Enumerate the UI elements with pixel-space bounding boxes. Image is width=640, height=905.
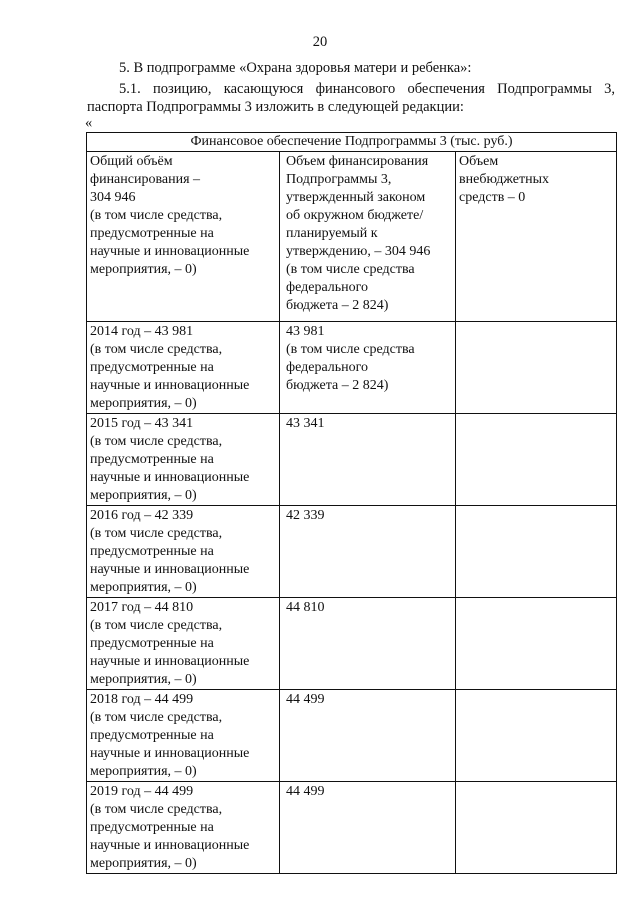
- section-paragraph: 5.1. позицию, касающуюся финансового обеспечения Подпрограммы 3, паспорта Подпрограммы 3 изложить в следующей редакции:: [87, 81, 615, 115]
- cell-line: федерального: [286, 360, 369, 375]
- cell-line: 2017 год – 44 810: [90, 600, 194, 615]
- cell-line: планируемый к: [286, 226, 378, 241]
- cell-line: 44 810: [286, 600, 325, 615]
- table-row: [87, 782, 617, 874]
- cell-line: научные и инновационные: [90, 838, 250, 853]
- cell-line: Объем: [459, 154, 499, 169]
- open-quote: «: [85, 115, 93, 131]
- year-budget-cell: [280, 414, 456, 506]
- cell-line: федерального: [286, 280, 369, 295]
- year-total-cell: [87, 414, 280, 506]
- cell-line: бюджета – 2 824): [286, 298, 389, 313]
- cell-line: научные и инновационные: [90, 654, 250, 669]
- table-row: [87, 322, 617, 414]
- cell-line: мероприятия, – 0): [90, 580, 197, 595]
- cell-line: мероприятия, – 0): [90, 396, 197, 411]
- cell-line: (в том числе средства,: [90, 710, 223, 725]
- year-extrabudget-cell: [456, 506, 617, 598]
- table-title: Финансовое обеспечение Подпрограммы 3 (тыс. руб.): [87, 133, 617, 152]
- header-total-cell: [87, 152, 280, 322]
- table-row: [87, 414, 617, 506]
- cell-line: об окружном бюджете/: [286, 208, 424, 223]
- cell-line: Объем финансирования: [286, 154, 429, 169]
- cell-line: средств – 0: [459, 190, 526, 205]
- year-extrabudget-cell: [456, 782, 617, 874]
- year-budget-cell: [280, 782, 456, 874]
- cell-line: научные и инновационные: [90, 244, 250, 259]
- table-title-row: [87, 133, 617, 152]
- cell-line: (в том числе средства,: [90, 802, 223, 817]
- year-total-cell: [87, 322, 280, 414]
- cell-line: 2019 год – 44 499: [90, 784, 194, 799]
- year-extrabudget-cell: [456, 598, 617, 690]
- cell-line: 44 499: [286, 692, 325, 707]
- cell-line: мероприятия, – 0): [90, 262, 197, 277]
- cell-line: 42 339: [286, 508, 325, 523]
- cell-line: утвержденный законом: [286, 190, 426, 205]
- year-budget-cell: [280, 506, 456, 598]
- cell-line: предусмотренные на: [90, 728, 214, 743]
- cell-line: научные и инновационные: [90, 746, 250, 761]
- cell-line: 304 946: [90, 190, 136, 205]
- cell-line: 2014 год – 43 981: [90, 324, 194, 339]
- table-header-row: [87, 152, 617, 322]
- year-total-cell: [87, 598, 280, 690]
- cell-line: (в том числе средства,: [90, 342, 223, 357]
- table-row: [87, 598, 617, 690]
- cell-line: научные и инновационные: [90, 562, 250, 577]
- cell-line: финансирования –: [90, 172, 201, 187]
- cell-line: (в том числе средства,: [90, 208, 223, 223]
- cell-line: предусмотренные на: [90, 452, 214, 467]
- cell-line: 44 499: [286, 784, 325, 799]
- cell-line: (в том числе средства,: [90, 618, 223, 633]
- cell-line: Общий объём: [90, 154, 173, 169]
- year-total-cell: [87, 506, 280, 598]
- year-extrabudget-cell: [456, 414, 617, 506]
- header-extrabudget-cell: [456, 152, 617, 322]
- cell-line: (в том числе средства,: [90, 526, 223, 541]
- cell-line: предусмотренные на: [90, 820, 214, 835]
- page-number: 20: [312, 34, 328, 50]
- cell-line: предусмотренные на: [90, 226, 214, 241]
- table-row: [87, 506, 617, 598]
- cell-line: научные и инновационные: [90, 378, 250, 393]
- cell-line: (в том числе средства,: [90, 434, 223, 449]
- cell-line: утверждению, – 304 946: [286, 244, 431, 259]
- year-budget-cell: [280, 598, 456, 690]
- header-budget-cell: [280, 152, 456, 322]
- year-total-cell: [87, 782, 280, 874]
- cell-line: (в том числе средства: [286, 342, 415, 357]
- cell-line: предусмотренные на: [90, 636, 214, 651]
- cell-line: предусмотренные на: [90, 544, 214, 559]
- year-extrabudget-cell: [456, 322, 617, 414]
- cell-line: мероприятия, – 0): [90, 764, 197, 779]
- cell-line: Подпрограммы 3,: [286, 172, 392, 187]
- cell-line: внебюджетных: [459, 172, 550, 187]
- cell-line: (в том числе средства: [286, 262, 415, 277]
- cell-line: научные и инновационные: [90, 470, 250, 485]
- cell-line: бюджета – 2 824): [286, 378, 389, 393]
- cell-line: мероприятия, – 0): [90, 856, 197, 871]
- year-budget-cell: [280, 322, 456, 414]
- cell-line: мероприятия, – 0): [90, 488, 197, 503]
- section-heading: 5. В подпрограмме «Охрана здоровья матери и ребенка»:: [119, 60, 472, 76]
- year-total-cell: [87, 690, 280, 782]
- cell-line: 43 981: [286, 324, 325, 339]
- cell-line: 43 341: [286, 416, 325, 431]
- cell-line: предусмотренные на: [90, 360, 214, 375]
- cell-line: 2016 год – 42 339: [90, 508, 194, 523]
- year-budget-cell: [280, 690, 456, 782]
- year-extrabudget-cell: [456, 690, 617, 782]
- financing-table: [86, 132, 617, 874]
- cell-line: мероприятия, – 0): [90, 672, 197, 687]
- cell-line: 2018 год – 44 499: [90, 692, 194, 707]
- cell-line: 2015 год – 43 341: [90, 416, 194, 431]
- table-row: [87, 690, 617, 782]
